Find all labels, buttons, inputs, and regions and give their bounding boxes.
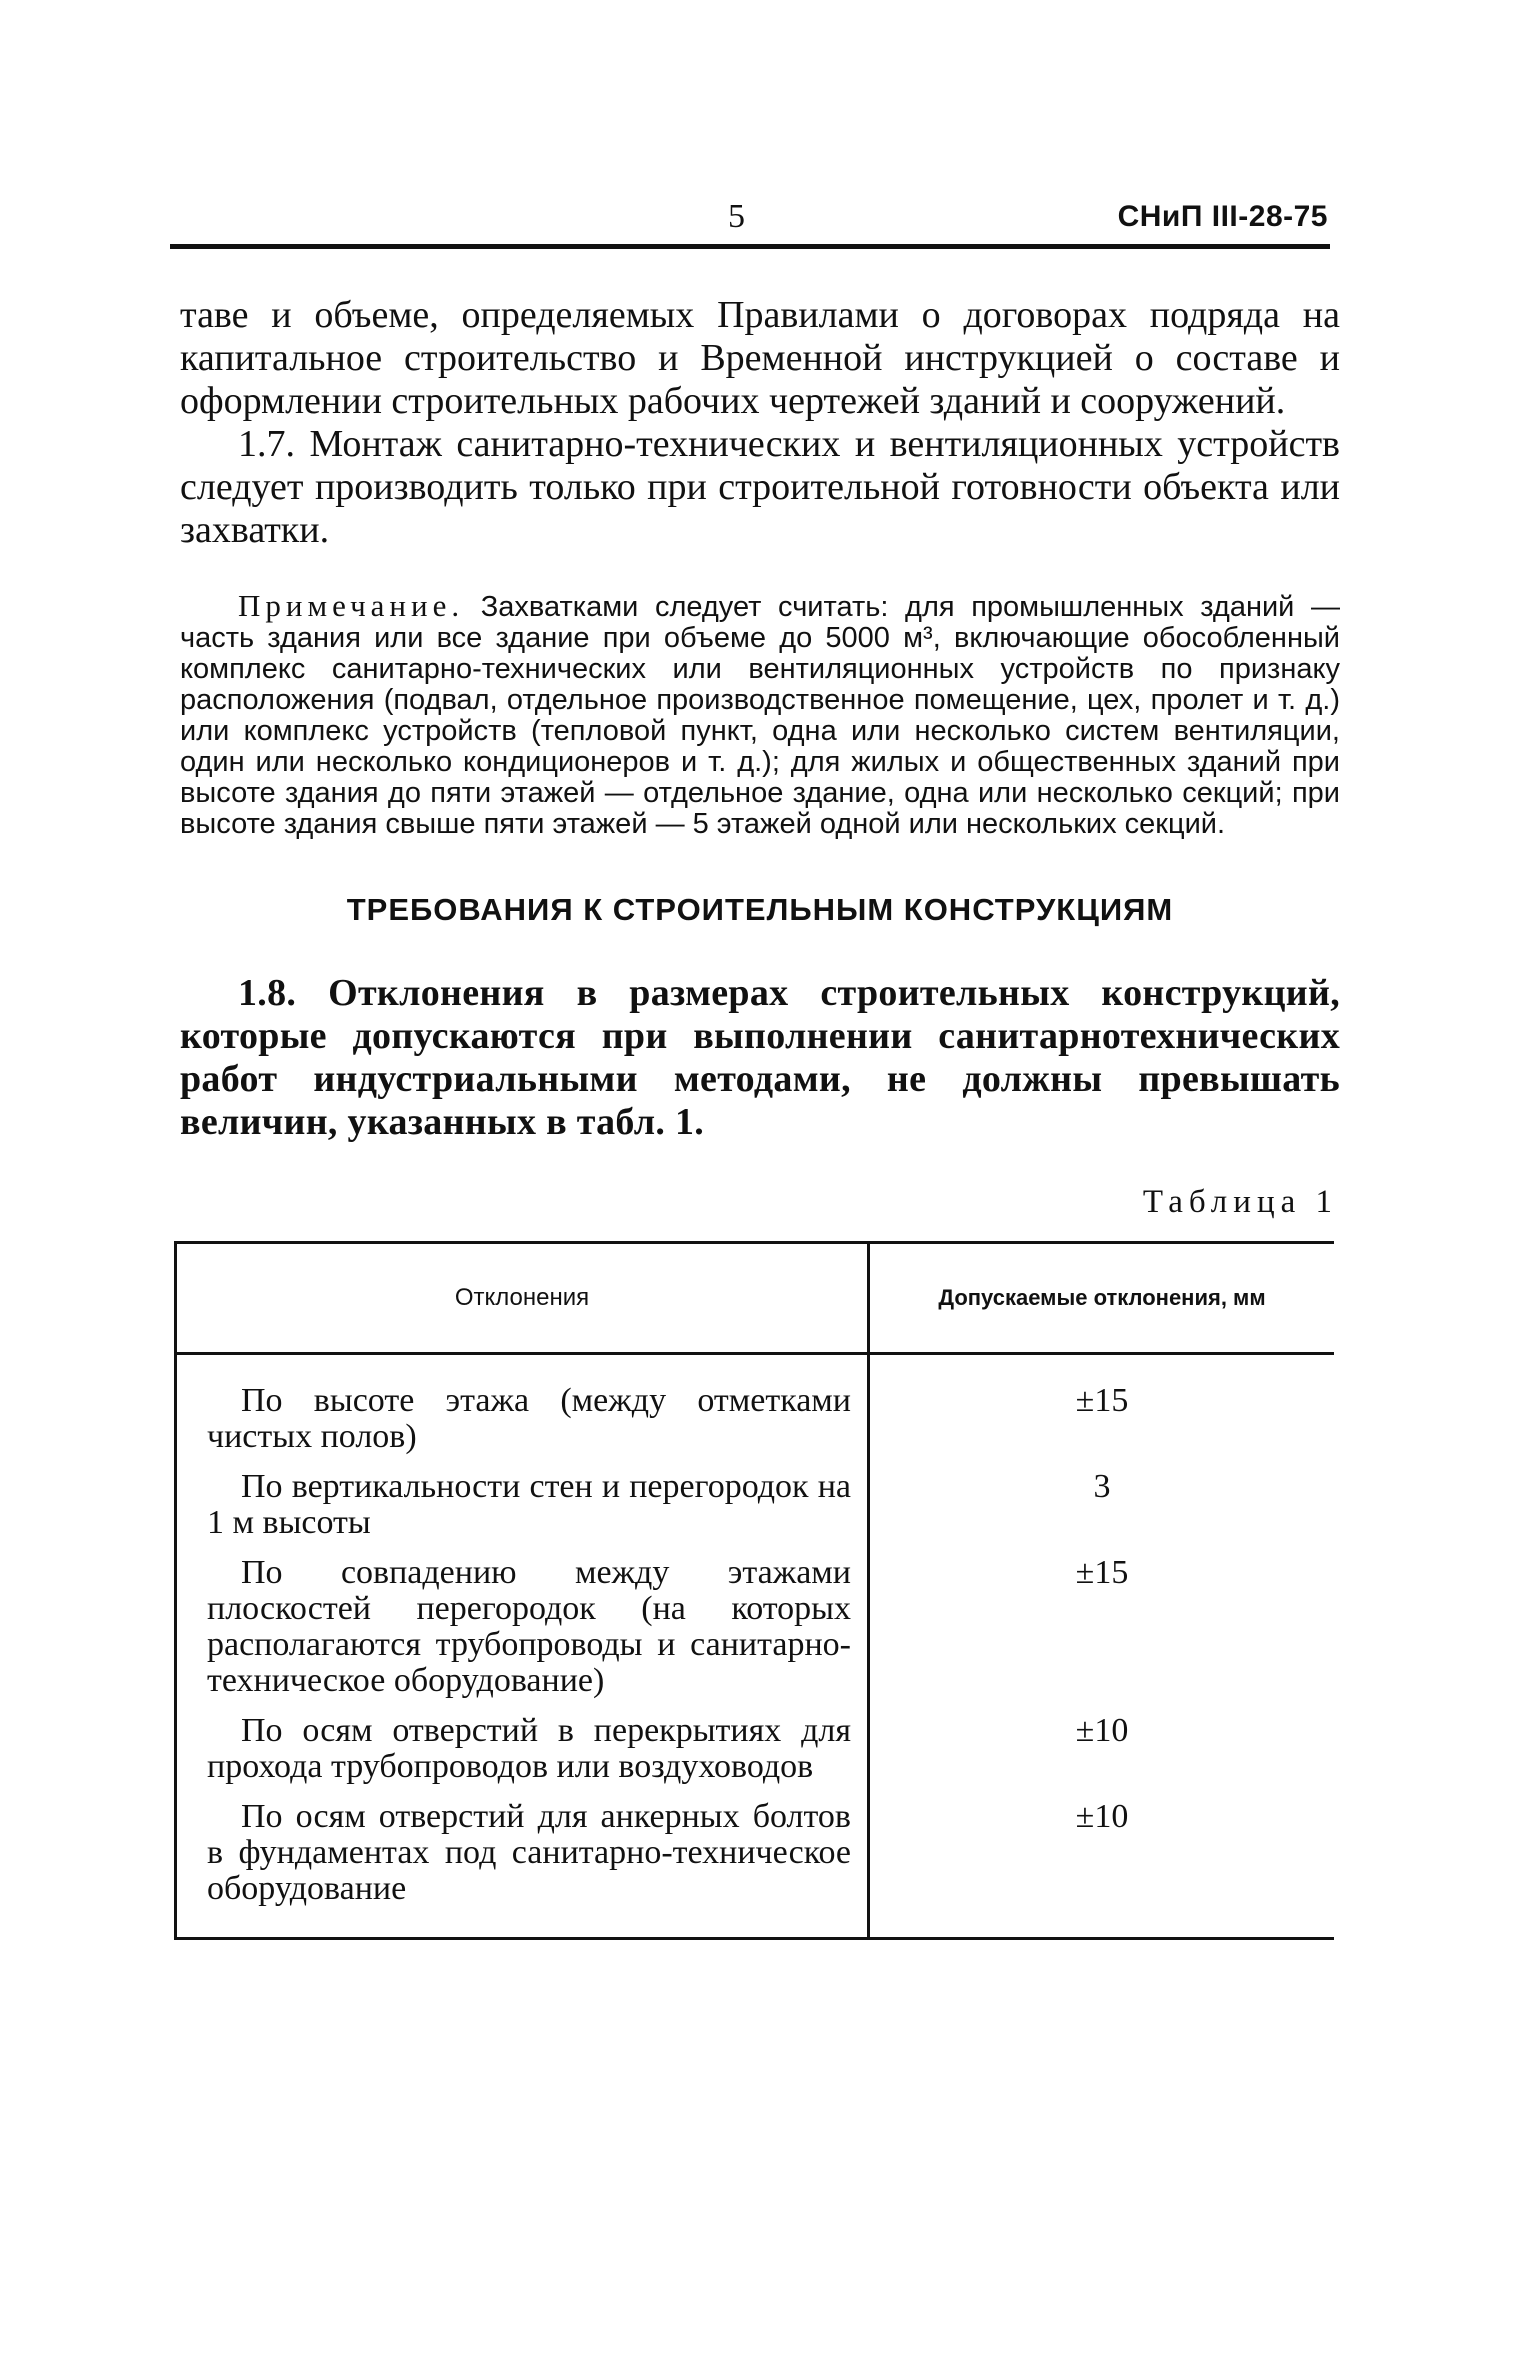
table-bottom-rule [174,1937,1334,1940]
deviation-cell: По совпадению между этажами плоскостей перегородок (на которых располагаются трубопроводы и санитарно-техническое оборудование) [176,1555,869,1713]
header-tolerance: Допускаемые отклонения, мм [869,1244,1335,1354]
deviation-cell: По осям отверстий в перекрытиях для прохода трубопроводов или воздуховодов [176,1713,869,1799]
deviation-table-wrap [174,1241,1334,1940]
clause-1-8-number: 1.8. [238,972,297,1014]
note-text: Захватками следует считать: для промышленных зданий — часть здания или все здание при объеме до 5000 м³, включающие обособленный комплекс санитарно-технических или вентиляционных устройств по признаку расположения (подвал, отдельное производственное помещение, цех, пролет и т. д.) или комплекс устройств (тепловой пункт, одна или несколько систем вентиляции, один или несколько кондиционеров и т. д.); для жилых и общественных зданий при высоте здания до пяти этажей — отдельное здание, одна или несколько секций; при высоте здания свыше пяти этажей — 5 этажей одной или нескольких секций. [180,591,1340,840]
deviation-cell: По вертикальности стен и перегородок на 1 м высоты [176,1469,869,1555]
page-header [180,190,1340,246]
table-header-row [176,1244,1335,1354]
table-row [176,1555,1335,1713]
table-caption: Таблица 1 [1142,1184,1338,1220]
continuation-paragraph: таве и объеме, определяемых Правилами о договорах подряда на капитальное строительство и Временной инструкцией о составе и оформлении строительных рабочих чертежей зданий и сооружений. [180,294,1340,422]
table-row [176,1354,1335,1470]
clause-1-7-text: Монтаж санитарно-технических и вентиляционных устройств следует производить только при строительной готовности объекта или захватки. [180,423,1340,551]
note-label: Примечание. [238,588,465,623]
table-row [176,1713,1335,1799]
clause-1-8 [180,972,1340,1144]
document-page [180,190,1340,1940]
tolerance-cell: ±10 [1075,1798,1129,1835]
clause-1-7-number: 1.7. [238,423,295,465]
tolerance-cell: ±10 [1075,1712,1129,1749]
section-heading: ТРЕБОВАНИЯ К СТРОИТЕЛЬНЫМ КОНСТРУКЦИЯМ [346,892,1174,927]
tolerance-cell: ±15 [1075,1382,1129,1419]
tolerance-cell: ±15 [1075,1554,1129,1591]
note [180,590,1340,840]
table-row [176,1799,1335,1937]
header-rule [170,244,1330,249]
deviation-cell: По осям отверстий для анкерных болтов в фундаментах под санитарно-техническое оборудование [176,1799,869,1937]
header-deviation: Отклонения [176,1244,869,1354]
tolerance-cell: 3 [1093,1468,1111,1505]
deviation-cell: По высоте этажа (между отметками чистых полов) [176,1354,869,1470]
clause-1-7 [180,423,1340,552]
clause-1-8-text: Отклонения в размерах строительных конструкций, которые допускаются при выполнении санитарнотехнических работ индустриальными методами, не должны превышать величин, указанных в табл. 1. [180,972,1340,1143]
page-number: 5 [728,198,745,235]
document-code: СНиП III-28-75 [1117,200,1328,233]
table-row [176,1469,1335,1555]
deviation-table [174,1244,1334,1937]
